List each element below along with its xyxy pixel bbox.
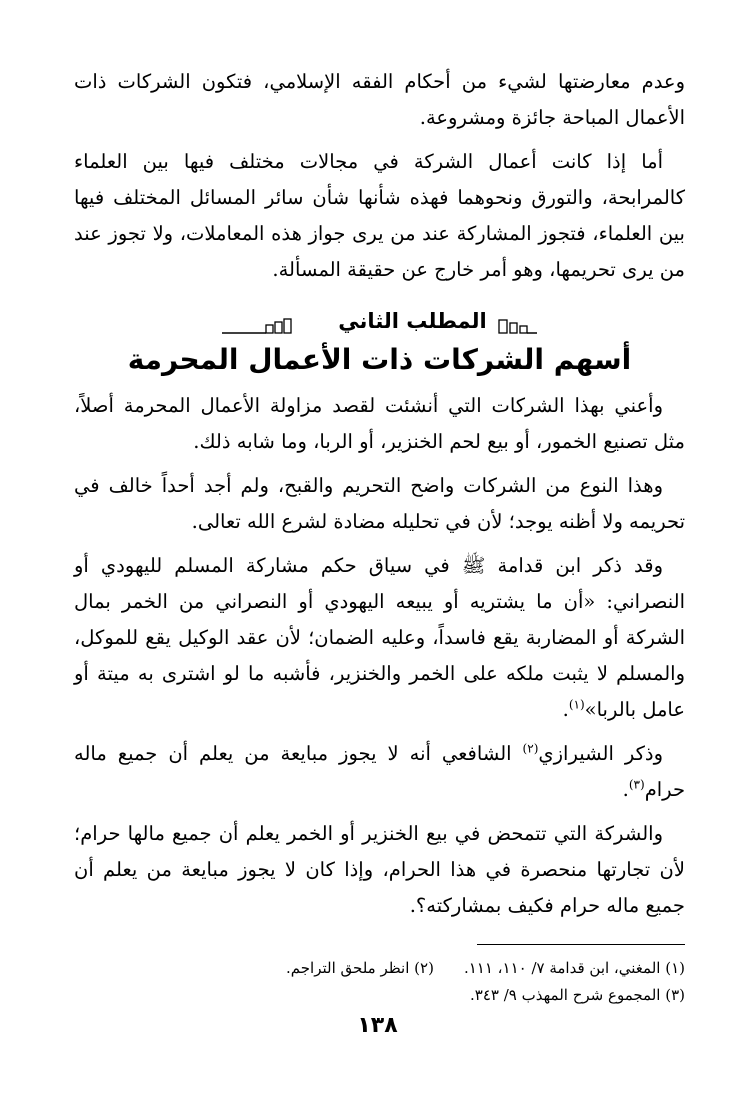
footnote-row-1 — [74, 955, 685, 982]
body-paragraph-1: وأعني بهذا الشركات التي أنشئت لقصد مزاولة الأعمال المحرمة أصلاً، مثل تصنيع الخمور، أو بيع لحم الخنزير، أو الربا، وما شابه ذلك. — [74, 394, 685, 453]
footnote-row-2 — [74, 982, 685, 1009]
body-paragraph-5: والشركة التي تتمحض في بيع الخنزير أو الخمر يعلم أن جميع مالها حرام؛ لأن تجارتها منحصرة في هذا الحرام، وإذا كان لا يجوز مبايعة من يعلم أن جميع ماله حرام فكيف بمشاركته؟. — [74, 822, 685, 917]
period: . — [622, 778, 629, 801]
ornament-left-icon — [222, 314, 328, 334]
section-title: أسهم الشركات ذات الأعمال المحرمة — [127, 343, 632, 376]
paragraph-1: وعدم معارضتها لشيء من أحكام الفقه الإسلامي، فتكون الشركات ذات الأعمال المباحة جائزة ومشروعة. — [74, 70, 685, 129]
footnote-divider — [477, 944, 685, 945]
footnote-ref-3[interactable]: (٣) — [628, 777, 645, 792]
footnote-1: (١) المغني، ابن قدامة ٧/ ١١٠، ١١١. — [463, 959, 685, 977]
ornament-right-icon — [497, 314, 537, 334]
quote-text: وقد ذكر ابن قدامة ﷺ في سياق حكم مشاركة المسلم لليهودي أو النصراني: «أن ما يشتريه أو يبيعه اليهودي أو النصراني من الخمر بمال الشركة أو المضاربة يقع فاسداً، وعليه الضمان؛ لأن عقد الوكيل يقع للموكل، والمسلم لا يثبت ملكه على الخمر والخنزير، فأشبه ما لو اشترى به ميتة أو عامل بالربا» — [74, 554, 685, 721]
footnote-2: (٢) انظر ملحق التراجم. — [286, 959, 434, 977]
footnote-3: (٣) المجموع شرح المهذب ٩/ ٣٤٣. — [470, 986, 685, 1004]
section-heading — [74, 300, 685, 334]
text-segment: وذكر الشيرازي — [538, 742, 663, 765]
page-number: ١٣٨ — [357, 1013, 398, 1038]
footnote-ref-2[interactable]: (٢) — [522, 741, 539, 756]
text-segment: الشافعي أنه لا يجوز مبايعة من يعلم أن جميع ماله حرام — [74, 742, 685, 801]
footnote-ref-1[interactable]: (١) — [568, 697, 585, 712]
body-paragraph-4 — [74, 736, 685, 808]
period: . — [562, 698, 569, 721]
page-content — [74, 64, 685, 1102]
paragraph-2: أما إذا كانت أعمال الشركة في مجالات مختلف فيها بين العلماء كالمرابحة، والتورق ونحوهما فهذه شأنها شأن سائر المسائل المختلف فيها بين العلماء، فتجوز المشاركة عند من يرى جواز هذه المعاملات، ولا تجوز عند من يرى تحريمها، وهو أمر خارج عن حقيقة المسألة. — [74, 150, 685, 281]
section-label: المطلب الثاني — [338, 309, 487, 333]
body-paragraph-3 — [74, 548, 685, 728]
footnotes — [74, 955, 685, 1009]
body-paragraph-2: وهذا النوع من الشركات واضح التحريم والقبح، ولم أجد أحداً خالف في تحريمه ولا أظنه يوجد؛ لأن في تحليله مضادة لشرع الله تعالى. — [74, 474, 685, 533]
